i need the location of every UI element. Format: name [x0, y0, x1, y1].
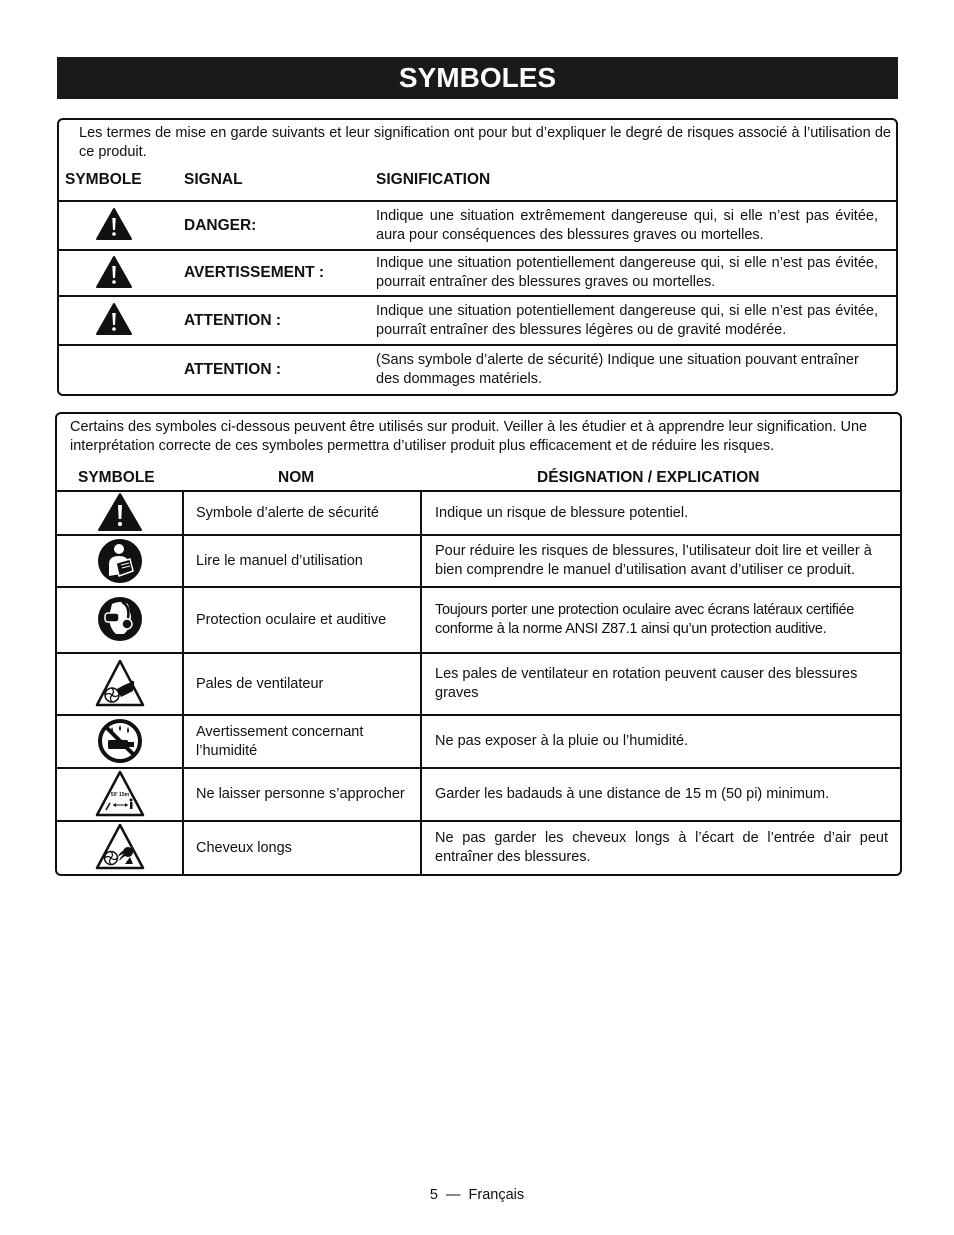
- footer-dash: —: [445, 1187, 461, 1203]
- header-symbol: SYMBOLE: [65, 171, 142, 188]
- signal-row-attention: [59, 295, 896, 344]
- symbols-box: [55, 412, 902, 876]
- footer-language: Français: [468, 1187, 525, 1203]
- safety-alert-icon: [97, 492, 143, 532]
- symbol-row: [57, 714, 900, 767]
- symbols-intro: Certains des symboles ci-dessous peuvent être utilisés sur produit. Veiller à les étudier et à apprendre leur signification. Une interprétation correcte de ces symboles permettra d’utiliser produit plus efficacement et de réduire les risques.: [70, 419, 868, 454]
- symbol-name: Protection oculaire et auditive: [196, 611, 387, 628]
- symbol-row: [57, 534, 900, 586]
- signal-meaning: Indique une situation potentiellement dangereuse qui, si elle n’est pas évitée, pourrait entraîner des blessures graves ou mortelles.: [376, 255, 878, 290]
- signal-row-attention-no-symbol: [59, 344, 896, 394]
- signal-row-danger: [59, 200, 896, 249]
- signal-label: ATTENTION :: [184, 361, 282, 378]
- symbol-explanation: Ne pas exposer à la pluie ou l’humidité.: [435, 733, 689, 749]
- signal-intro: Les termes de mise en garde suivants et leur signification ont pour but d’expliquer le degré de risques associé à l’utilisation de ce produit.: [79, 125, 891, 160]
- symbol-name: Symbole d’alerte de sécurité: [196, 504, 379, 521]
- symbol-explanation: Les pales de ventilateur en rotation peuvent causer des blessures graves: [435, 666, 858, 701]
- page-footer: [0, 1187, 954, 1203]
- signal-label: AVERTISSEMENT :: [184, 264, 325, 281]
- keep-bystanders-away-icon: [95, 770, 145, 818]
- header-explanation: DÉSIGNATION / EXPLICATION: [537, 469, 760, 486]
- signal-label: ATTENTION :: [184, 311, 282, 329]
- signal-label: DANGER:: [184, 216, 257, 234]
- symbol-name: Cheveux longs: [196, 839, 292, 856]
- symbol-row: [57, 767, 900, 820]
- symbol-name: Ne laisser personne s’approcher: [196, 786, 405, 802]
- symbol-row: [57, 586, 900, 652]
- symbol-name: Avertissement concernant l’humidité: [196, 723, 364, 759]
- header-meaning: SIGNIFICATION: [376, 171, 491, 188]
- symbol-explanation: Ne pas garder les cheveux longs à l’écart de l’entrée d’air peut entraîner des blessures.: [435, 830, 888, 865]
- distance-label: 50' 15m: [110, 792, 130, 798]
- page-number: 5: [429, 1187, 438, 1203]
- title-bar: [57, 57, 898, 99]
- page-title: SYMBOLES: [398, 62, 557, 93]
- header-symbol: SYMBOLE: [78, 469, 155, 486]
- signal-words-box: [57, 118, 898, 396]
- symbol-row: [57, 490, 900, 534]
- eye-ear-protection-icon: [97, 596, 143, 642]
- symbol-name: Lire le manuel d’utilisation: [196, 552, 363, 569]
- symbol-row: [57, 652, 900, 714]
- warning-triangle-icon: [96, 208, 132, 240]
- no-moisture-icon: [97, 718, 143, 764]
- long-hair-icon: [95, 823, 145, 871]
- symbol-explanation: Garder les badauds à une distance de 15 m (50 pi) minimum.: [435, 786, 830, 802]
- signal-meaning: Indique une situation extrêmement dangereuse qui, si elle n’est pas évitée, aura pour conséquences des blessures graves ou mortelles.: [376, 207, 878, 243]
- signal-row-avertissement: [59, 249, 896, 295]
- symbol-name: Pales de ventilateur: [196, 675, 324, 692]
- fan-blades-icon: [95, 659, 145, 709]
- warning-triangle-icon: [96, 256, 132, 288]
- header-name: NOM: [278, 469, 315, 486]
- warning-triangle-icon: [96, 303, 132, 335]
- signal-meaning: Indique une situation potentiellement dangereuse qui, si elle n’est pas évitée, pourraît entraîner des blessures légères ou de gravité modérée.: [376, 302, 878, 338]
- symbol-explanation: Indique un risque de blessure potentiel.: [435, 504, 689, 521]
- symbol-explanation: Pour réduire les risques de blessures, l’utilisateur doit lire et veiller à bien comprendre le manuel d’utilisation avant d’utiliser ce produit.: [435, 543, 872, 578]
- symbol-row: [57, 820, 900, 874]
- signal-meaning: (Sans symbole d’alerte de sécurité) Indique une situation pouvant entraîner des dommages matériels.: [376, 352, 859, 387]
- read-manual-icon: [97, 538, 143, 584]
- symbol-explanation: Toujours porter une protection oculaire avec écrans latéraux certifiée conforme à la norme ANSI Z87.1 ainsi qu’un protection auditive.: [435, 602, 855, 637]
- header-signal: SIGNAL: [184, 171, 243, 188]
